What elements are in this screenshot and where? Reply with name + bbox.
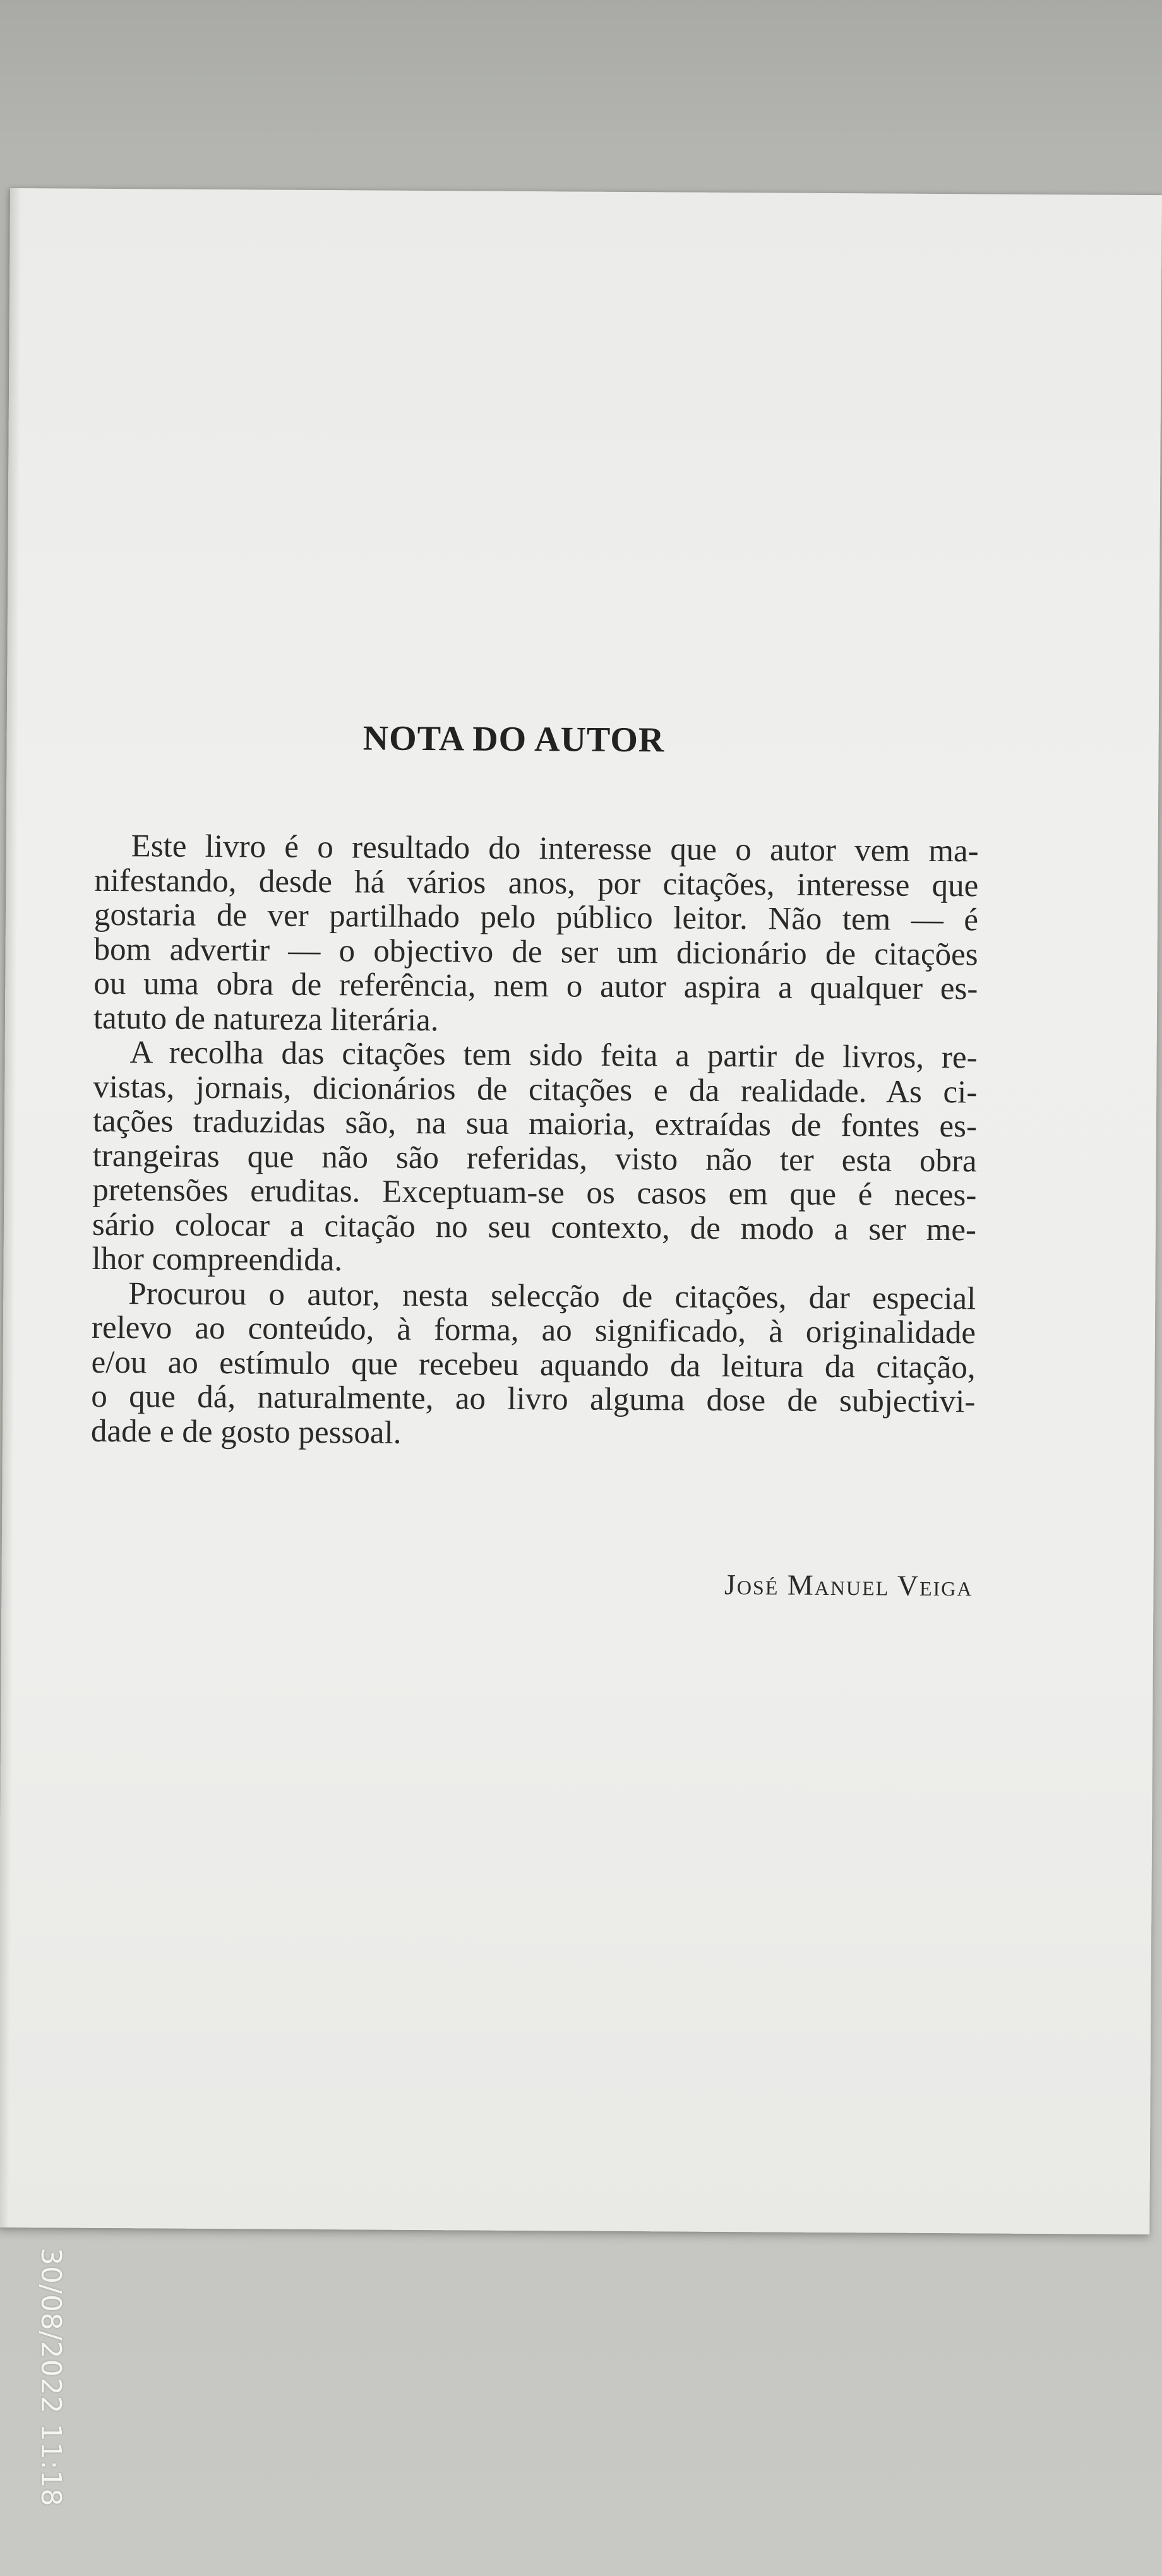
text-line: e/ou ao estímulo que recebeu aquando da leitura da citação, bbox=[91, 1344, 976, 1385]
text-line: Procurou o autor, nesta selecção de citações, dar especial bbox=[128, 1275, 976, 1316]
text-line: tações traduzidas são, na sua maioria, extraídas de fontes es- bbox=[92, 1103, 978, 1145]
text-line: bom advertir — o objectivo de ser um dicionário de citações bbox=[93, 931, 978, 972]
author-signature: José Manuel Veiga bbox=[724, 1568, 973, 1602]
book-page bbox=[0, 188, 1162, 2234]
text-line: dade e de gosto pessoal. bbox=[90, 1413, 402, 1451]
text-line: ou uma obra de referência, nem o autor aspira a qualquer es- bbox=[93, 965, 978, 1007]
body-text bbox=[91, 829, 979, 1454]
text-line: lhor compreendida. bbox=[92, 1241, 343, 1279]
text-line: A recolha das citações tem sido feita a partir de livros, re- bbox=[129, 1035, 978, 1076]
text-line: vistas, jornais, dicionários de citações e da realidade. As ci- bbox=[93, 1069, 978, 1110]
paragraph-2 bbox=[92, 1035, 977, 1282]
text-line: sário colocar a citação no seu contexto, de modo a ser me- bbox=[92, 1207, 977, 1248]
paragraph-3 bbox=[91, 1276, 976, 1453]
paragraph-1 bbox=[93, 829, 979, 1041]
text-line: pretensões eruditas. Exceptuam-se os casos em que é neces- bbox=[92, 1172, 977, 1213]
text-line: Este livro é o resultado do interesse que o autor vem ma- bbox=[131, 828, 979, 869]
text-line: tatuto de natureza literária. bbox=[93, 1000, 439, 1038]
text-line: o que dá, naturalmente, ao livro alguma dose de subjectivi- bbox=[91, 1378, 976, 1420]
photo-timestamp bbox=[30, 2248, 68, 2544]
timestamp-text: 30/08/2022 11:18 bbox=[35, 2248, 67, 2507]
text-line: gostaria de ver partilhado pelo público leitor. Não tem — é bbox=[93, 897, 979, 938]
text-line: relevo ao conteúdo, à forma, ao significado, à originalidade bbox=[91, 1309, 976, 1351]
text-line: trangeiras que não são referidas, visto não ter esta obra bbox=[92, 1138, 977, 1179]
page-title: NOTA DO AUTOR bbox=[362, 719, 665, 760]
text-line: nifestando, desde há vários anos, por citações, interesse que bbox=[94, 862, 979, 903]
